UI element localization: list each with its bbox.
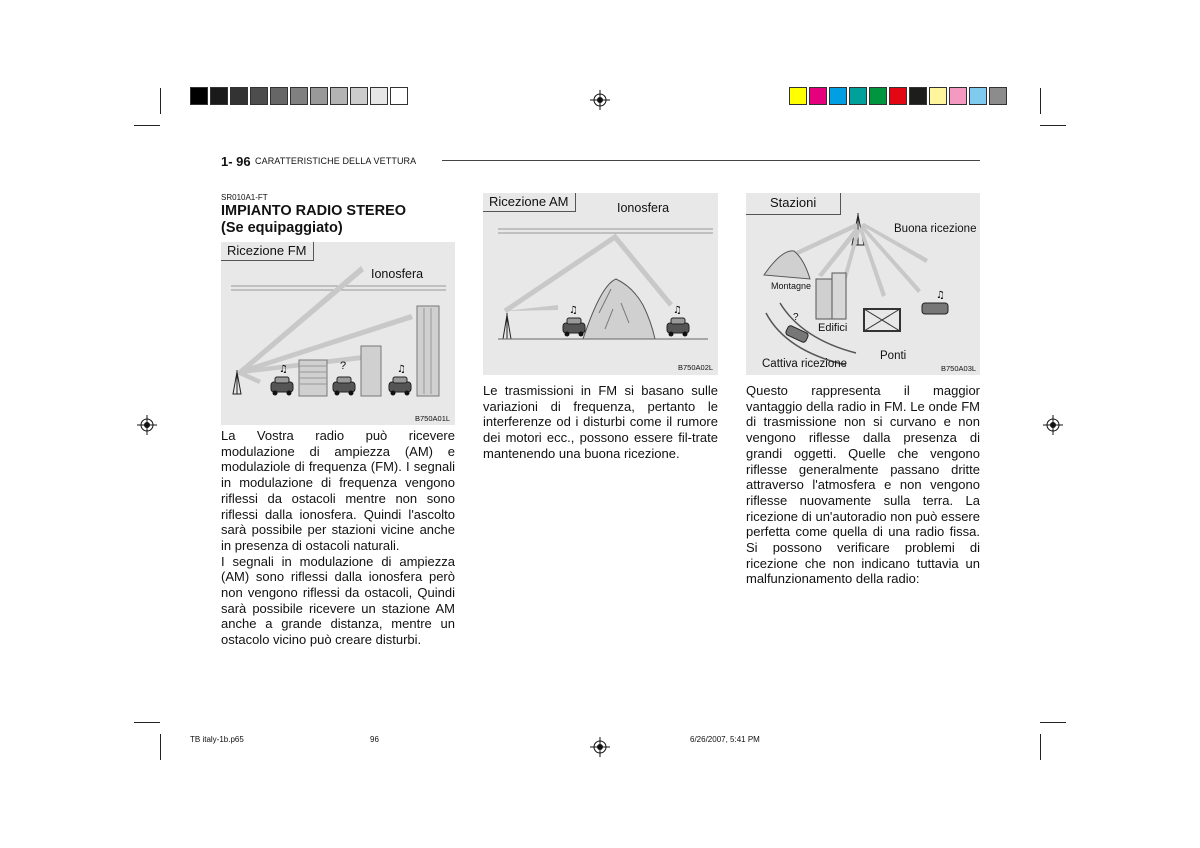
stations-figure-code: B750A03L <box>941 364 977 373</box>
crop-mark <box>1040 125 1066 126</box>
calibration-swatch <box>270 87 288 105</box>
column-3-text <box>746 383 980 587</box>
figure-am-reception <box>483 193 718 375</box>
calibration-swatch <box>330 87 348 105</box>
buildings-label: Edifici <box>818 322 848 334</box>
header-rule <box>442 160 980 161</box>
calibration-swatch <box>210 87 228 105</box>
paragraph: Le trasmissioni in FM si basano sulle variazioni di frequenza, pertanto le interferenze od i disturbi come il rumore dei motori ecc., possono essere fil-trate mantenendo una buona ricezione. <box>483 383 718 461</box>
crop-mark <box>1040 734 1041 760</box>
section-title-line2: (Se equipaggiato) <box>221 220 343 236</box>
crop-mark <box>1040 722 1066 723</box>
figure-stations <box>746 193 980 375</box>
calibration-swatch <box>969 87 987 105</box>
am-figure-code: B750A02L <box>678 363 714 372</box>
calibration-swatch <box>230 87 248 105</box>
column-2-text <box>483 383 718 462</box>
figure-fm-reception <box>221 242 455 425</box>
registration-mark-icon <box>1043 415 1063 435</box>
calibration-swatch <box>370 87 388 105</box>
chapter-title: CARATTERISTICHE DELLA VETTURA <box>255 156 417 166</box>
fm-figure-code: B750A01L <box>415 414 451 423</box>
page-number: 1- 96 <box>221 154 251 169</box>
am-figure-tab: Ricezione AM <box>483 193 576 212</box>
calibration-swatch <box>789 87 807 105</box>
calibration-swatch <box>949 87 967 105</box>
fm-question-mark: ? <box>340 360 347 372</box>
crop-mark <box>160 88 161 114</box>
footer-datetime: 6/26/2007, 5:41 PM <box>690 735 760 744</box>
section-code: SR010A1-FT <box>221 193 268 202</box>
paragraph: La Vostra radio può ricevere modulazione di ampiezza (AM) e modulaziole di frequenza (FM). I segnali in modulazione di frequenza vengono riflessi da ostacoli mentre non sono riflessi dalla ionosfera. Quindi l'ascolto sarà possibile per stazioni vicine anche in presenza di ostacoli naturali. <box>221 428 455 553</box>
calibration-swatch <box>350 87 368 105</box>
footer-file: TB italy-1b.p65 <box>190 735 244 744</box>
calibration-swatch <box>989 87 1007 105</box>
svg-text:♫: ♫ <box>279 364 288 375</box>
mountains-label: Montagne <box>771 281 812 291</box>
section-title-line1: IMPIANTO RADIO STEREO <box>221 203 407 219</box>
calibration-swatch <box>190 87 208 105</box>
am-ionosphere-label: Ionosfera <box>617 201 670 215</box>
registration-mark-icon <box>137 415 157 435</box>
question-mark: ? <box>793 312 799 323</box>
calibration-swatch <box>889 87 907 105</box>
fm-ionosphere-label: Ionosfera <box>371 267 424 281</box>
calibration-swatch <box>809 87 827 105</box>
svg-text:♫: ♫ <box>936 290 945 301</box>
crop-mark <box>134 125 160 126</box>
svg-text:♫: ♫ <box>397 364 406 375</box>
svg-text:♫: ♫ <box>673 305 682 316</box>
calibration-swatch <box>310 87 328 105</box>
am-illustration <box>483 193 718 375</box>
crop-mark <box>1040 88 1041 114</box>
registration-mark-icon <box>590 90 610 110</box>
calibration-swatch <box>829 87 847 105</box>
crop-mark <box>134 722 160 723</box>
calibration-swatch <box>909 87 927 105</box>
calibration-swatch <box>849 87 867 105</box>
fm-figure-tab: Ricezione FM <box>221 242 314 261</box>
bridges-label: Ponti <box>880 350 907 362</box>
bad-reception-label: Cattiva ricezione <box>762 358 848 370</box>
stations-figure-tab: Stazioni <box>746 193 841 215</box>
paragraph: Questo rappresenta il maggior vantaggio della radio in FM. Le onde FM di trasmissione non si curvano e non vengono riflesse dalla presenza di grandi oggetti. Quelle che vengono riflesse generalmente passano dritte attraverso l'atmosfera e non vengono riflesse nuovamente sulla terra. La ricezione di un'autoradio non può essere perfetta come quella di una radio fissa. Si possono verificare problemi di ricezione che non indicano tuttavia un malfunzionamento della radio: <box>746 383 980 587</box>
calibration-swatch <box>250 87 268 105</box>
calibration-swatch <box>290 87 308 105</box>
calibration-swatch <box>929 87 947 105</box>
footer-page: 96 <box>370 735 379 744</box>
paragraph: I segnali in modulazione di ampiezza (AM) sono riflessi dalla ionosfera però non vengono riflessi da ostacoli, Quindi sarà possibile ricevere un stazione AM anche a grande distanza, mentre un ostacolo vicino può creare disturbi. <box>221 553 455 648</box>
good-reception-label: Buona ricezione <box>894 223 977 235</box>
svg-text:♫: ♫ <box>569 305 578 316</box>
calibration-swatch <box>869 87 887 105</box>
registration-mark-icon <box>590 737 610 757</box>
calibration-swatch <box>390 87 408 105</box>
crop-mark <box>160 734 161 760</box>
section-title <box>221 203 406 237</box>
column-1-text <box>221 428 455 648</box>
